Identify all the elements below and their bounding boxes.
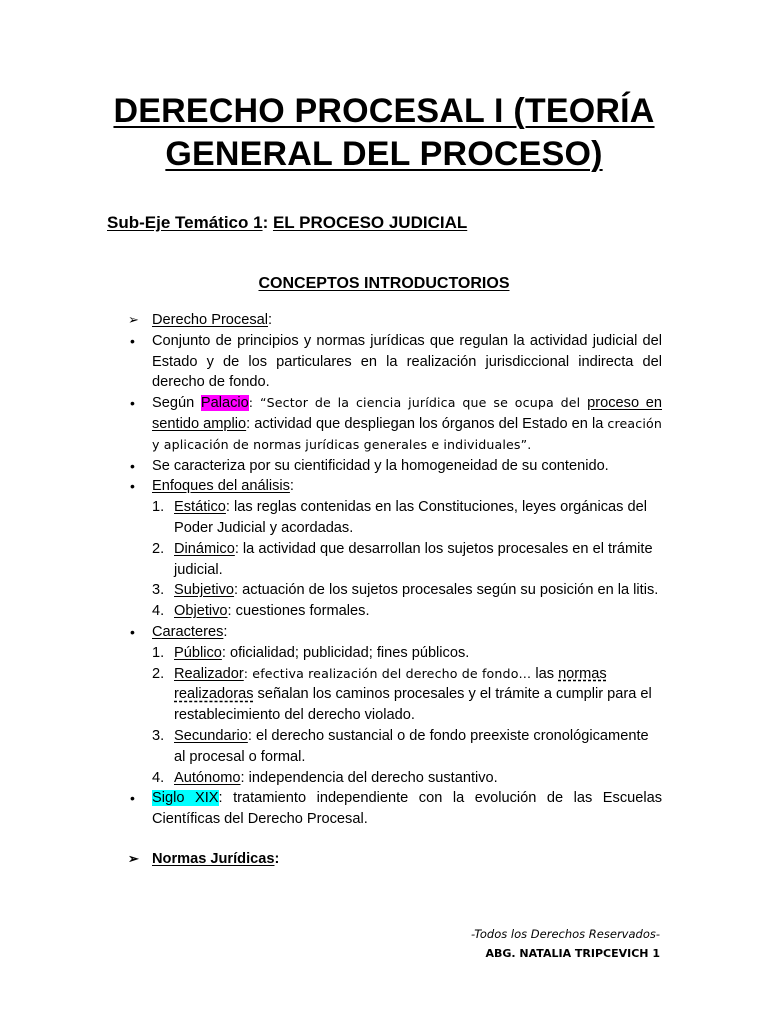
definition-text: Conjunto de principios y normas jurídicas que regulan la actividad judicial del Estado y de los particulares en la realización jurisdiccional indirecta del derecho de fondo.	[152, 332, 662, 391]
section-title	[0, 275, 768, 293]
footer-rights: -Todos los Derechos Reservados-	[470, 927, 660, 941]
enfoques-item	[128, 476, 662, 497]
bullet-icon: •	[130, 332, 135, 349]
caracteres-label: Caracteres	[152, 623, 224, 640]
normas-realizadoras: normas realizadoras	[174, 665, 607, 703]
caracteriza-item	[128, 456, 662, 477]
caracter-list-item	[128, 768, 662, 789]
enfoque-list-item	[128, 539, 662, 581]
palacio-item	[128, 393, 662, 455]
footer-author: ABG. NATALIA TRIPCEVICH 1	[485, 947, 660, 960]
caracter-number: 2.	[152, 665, 165, 682]
bullet-icon: •	[130, 790, 135, 807]
bullet-icon: •	[130, 395, 135, 412]
caracter-number: 1.	[152, 644, 165, 661]
caracter-mid-text: las	[531, 665, 559, 682]
arrow-bullet-icon: ➢	[128, 850, 139, 866]
bullet-icon: •	[130, 457, 135, 474]
palacio-highlight: Palacio	[200, 395, 249, 412]
bullet-icon: •	[130, 623, 135, 640]
siglo-text: : tratamiento independiente con la evolución de las Escuelas Científicas del Derecho Procesal.	[152, 790, 663, 828]
enfoque-text: : cuestiones formales.	[227, 603, 370, 620]
bullet-icon: •	[130, 478, 135, 495]
caracter-list-item	[128, 643, 662, 664]
caracteres-item	[128, 622, 662, 643]
siglo-highlight: Siglo XIX	[152, 790, 219, 807]
normas-colon: :	[274, 850, 280, 867]
siglo-item	[128, 788, 662, 830]
enfoques-colon: :	[289, 478, 294, 495]
enfoque-term: Subjetivo	[174, 582, 235, 599]
enfoque-number: 4.	[152, 603, 165, 620]
palacio-middle: : actividad que despliegan los órganos del Estado en la	[246, 415, 608, 432]
caracter-text: : independencia del derecho sustantivo.	[240, 769, 498, 786]
arrow-bullet-icon: ➢	[128, 312, 139, 327]
caracter-list-item	[128, 664, 662, 726]
derecho-procesal-colon: :	[268, 312, 273, 328]
page-title	[80, 90, 688, 176]
caracter-term: Público	[174, 644, 222, 661]
caracter-number: 3.	[152, 727, 165, 744]
enfoque-term: Dinámico	[174, 540, 235, 557]
title-line-2: GENERAL DEL PROCESO)	[165, 135, 603, 173]
enfoque-term: Estático	[174, 499, 226, 516]
enfoque-list-item	[128, 580, 662, 601]
caracter-term: Secundario	[174, 727, 248, 744]
enfoque-number: 2.	[152, 540, 165, 557]
caracter-number: 4.	[152, 769, 165, 786]
sub-eje-label: Sub-Eje Temático 1	[107, 213, 263, 232]
caracter-text: : el derecho sustancial o de fondo preexiste cronológicamente al procesal o formal.	[174, 727, 649, 765]
caracter-text: señalan los caminos procesales y el trámite a cumplir para el restablecimiento del derecho violado.	[174, 686, 652, 724]
proceso-sentido-amplio: proceso en sentido amplio	[152, 395, 662, 432]
enfoques-label: Enfoques del análisis	[152, 478, 290, 495]
enfoque-number: 1.	[152, 499, 165, 516]
title-line-1: DERECHO PROCESAL I (TEORÍA	[113, 92, 655, 130]
normas-term: Normas Jurídicas	[152, 850, 275, 867]
palacio-prefix: Según	[152, 395, 201, 412]
palacio-quote-start: : “Sector de la ciencia jurídica que se ocupa del	[248, 395, 588, 411]
derecho-procesal-heading	[128, 310, 662, 331]
spacer	[128, 830, 662, 849]
derecho-procesal-term: Derecho Procesal	[152, 312, 268, 328]
enfoque-term: Objetivo	[174, 603, 228, 620]
caracter-term: Realizador	[174, 665, 244, 682]
caracter-list-item	[128, 726, 662, 768]
sub-eje-heading	[107, 213, 467, 233]
enfoque-text: : actuación de los sujetos procesales según su posición en la litis.	[234, 582, 659, 599]
caracteres-colon: :	[223, 623, 228, 640]
page-footer	[471, 925, 660, 963]
caracter-italic-text: : efectiva realización del derecho de fondo…	[243, 665, 532, 681]
enfoque-list-item	[128, 497, 662, 539]
caracter-text: : oficialidad; publicidad; fines públicos.	[221, 644, 470, 661]
sub-eje-colon: :	[262, 213, 269, 232]
sub-eje-value: EL PROCESO JUDICIAL	[272, 213, 468, 232]
enfoque-list-item	[128, 601, 662, 622]
enfoque-text: : las reglas contenidas en las Constituciones, leyes orgánicas del Poder Judicial y acordadas.	[174, 499, 647, 536]
enfoque-number: 3.	[152, 582, 165, 599]
enfoque-text: : la actividad que desarrollan los sujetos procesales en el trámite judicial.	[174, 540, 653, 578]
caracter-term: Autónomo	[174, 769, 241, 786]
caracteriza-text: Se caracteriza por su cientificidad y la homogeneidad de su contenido.	[152, 457, 609, 474]
content-body	[128, 310, 662, 870]
normas-heading	[128, 849, 662, 870]
section-title-text: CONCEPTOS INTRODUCTORIOS	[258, 275, 510, 292]
definition-item	[128, 331, 662, 393]
palacio-quote-end: creación y aplicación de normas jurídicas generales e individuales”.	[152, 415, 663, 452]
